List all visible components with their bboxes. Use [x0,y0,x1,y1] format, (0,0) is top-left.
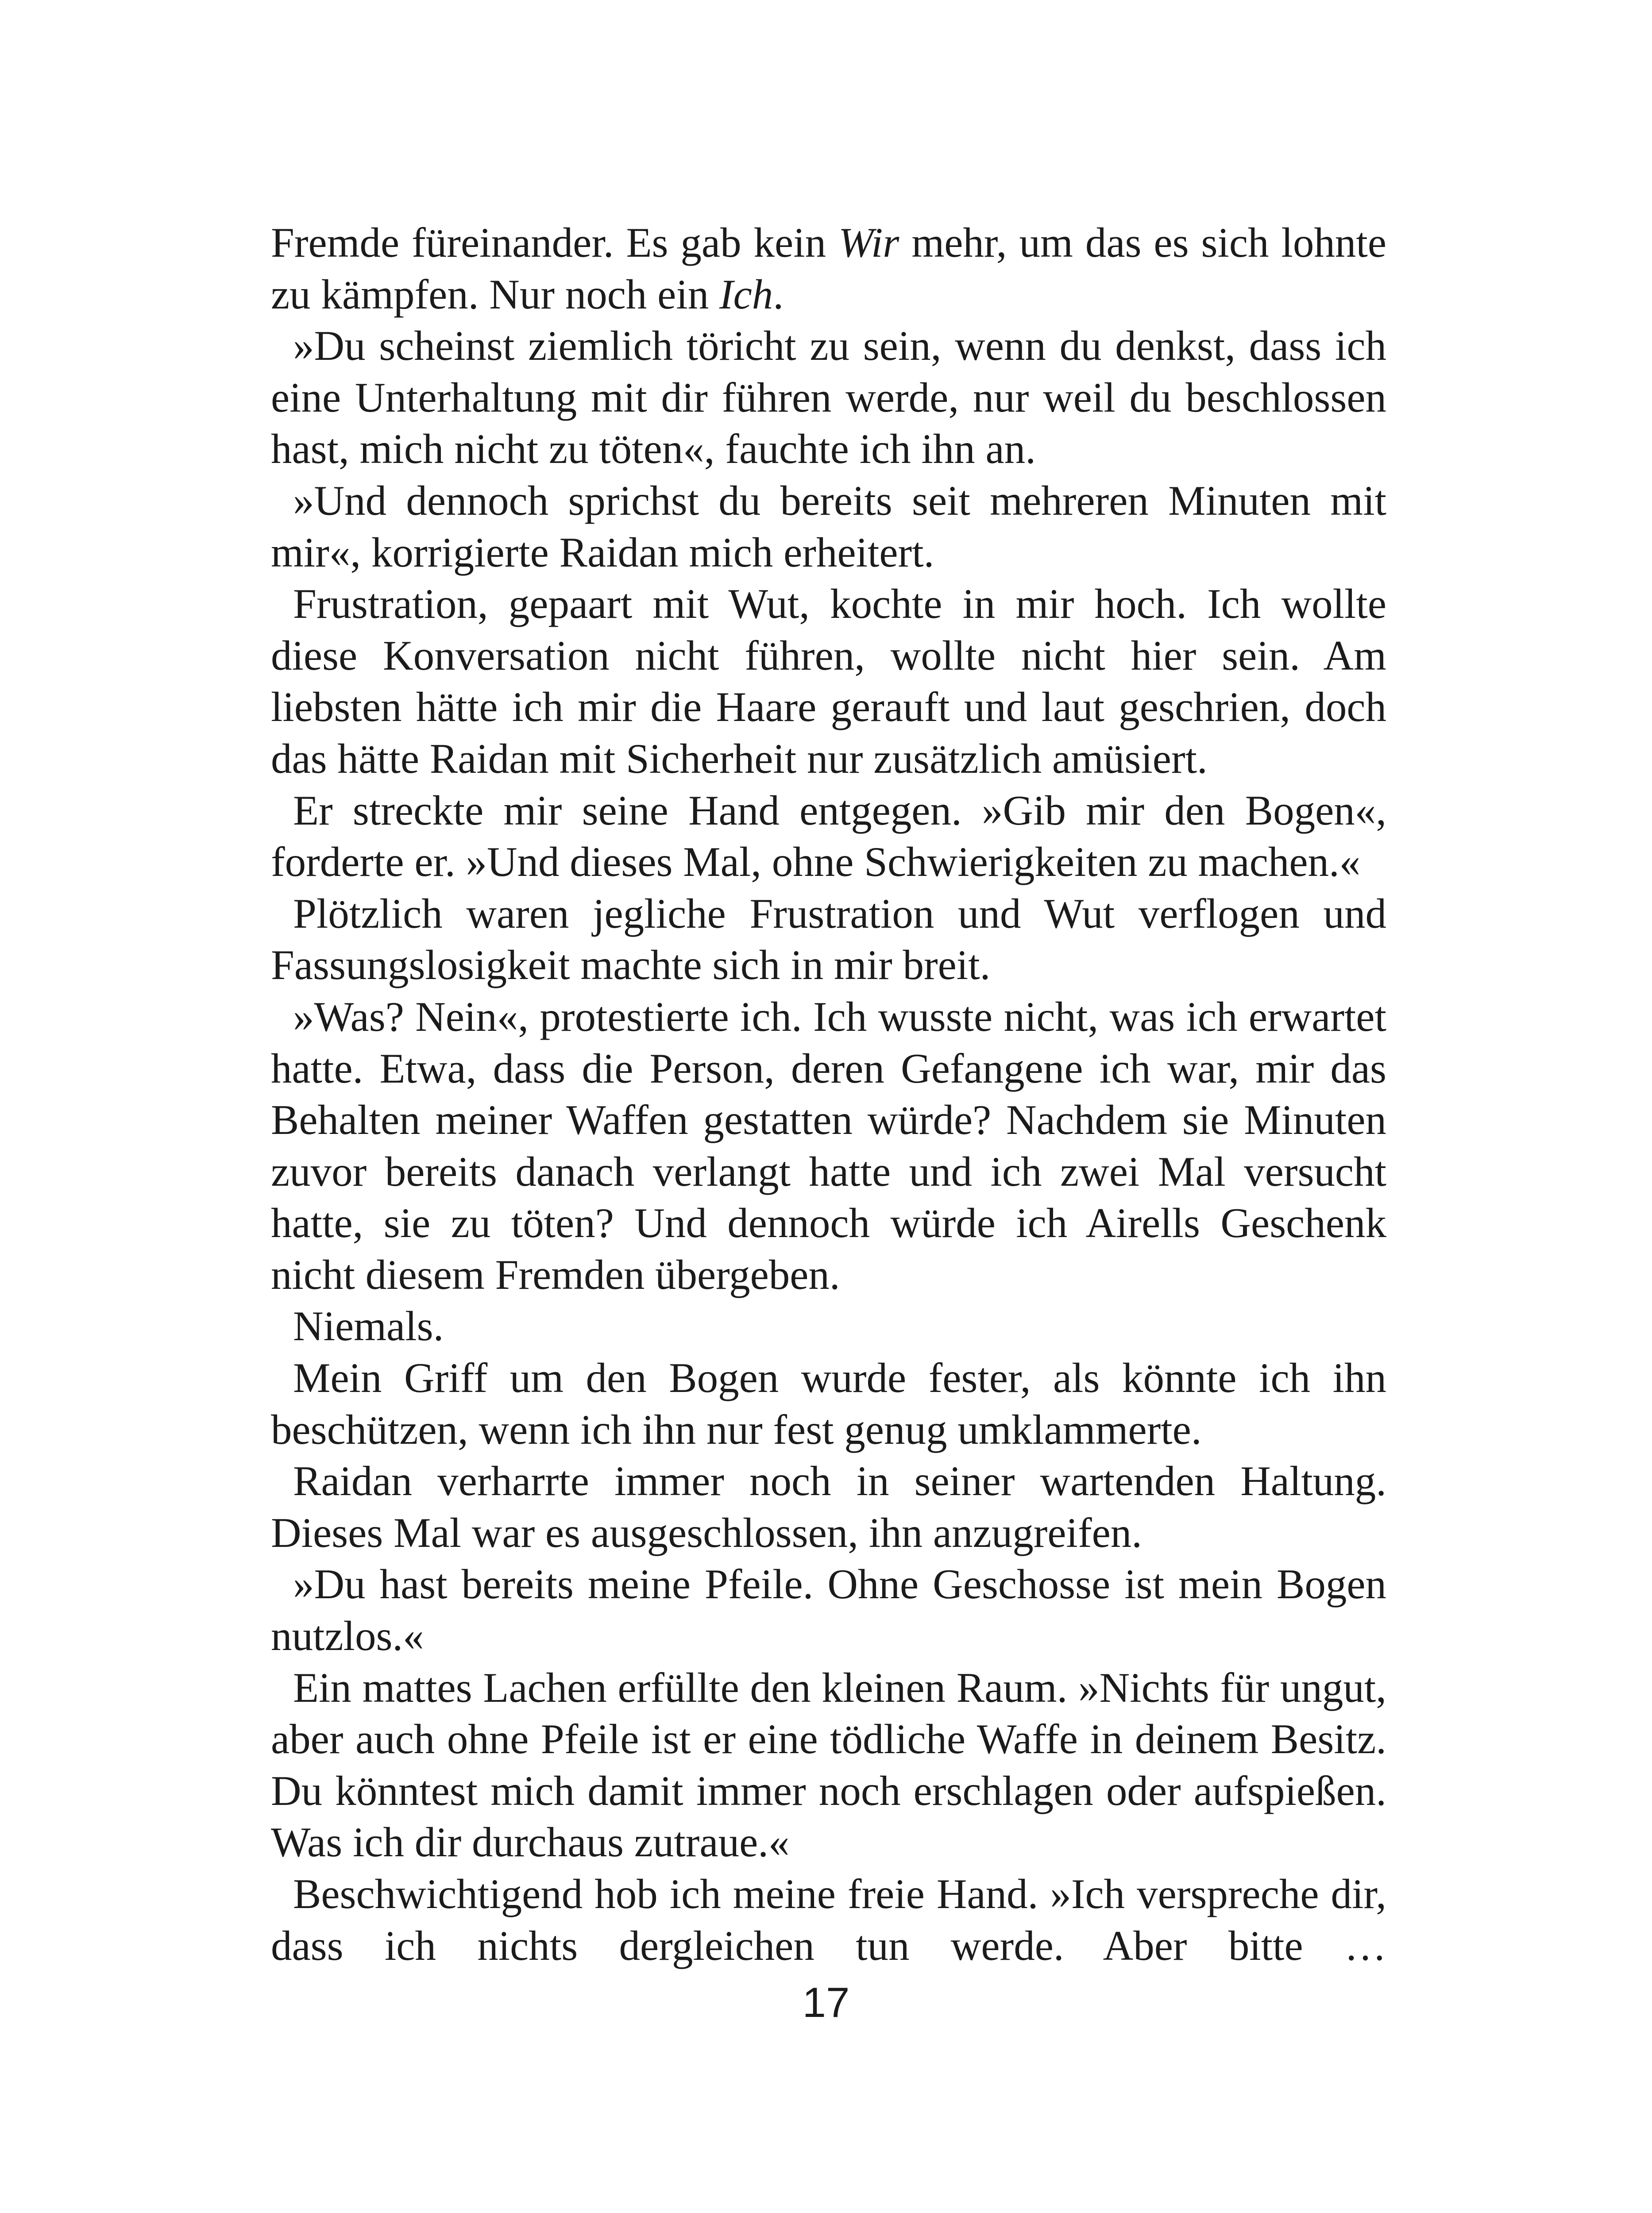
text-segment: Frustration, gepaart mit Wut, kochte in mir hoch. Ich wollte diese Konversation nicht führen, wollte nicht hier sein. Am liebsten hätte ich mir die Haare gerauft und laut geschrien, doch das hätte Raidan mit Sicherheit nur zusätzlich amüsiert. [271,580,1386,782]
paragraph [271,888,1386,991]
paragraph [271,1352,1386,1455]
paragraph [271,991,1386,1301]
text-segment: mehr, um das es sich lohnte zu kämpfen. Nur noch ein [271,219,1386,318]
text-segment: Raidan verharrte immer noch in seiner wartenden Haltung. Dieses Mal war es ausgeschlossen, ihn anzugreifen. [271,1457,1386,1556]
text-segment: Ein mattes Lachen erfüllte den kleinen Raum. »Nichts für ungut, aber auch ohne Pfeile ist er eine tödliche Waffe in deinem Besitz. Du könntest mich damit immer noch erschlagen oder aufspießen. Was ich dir durchaus zutraue.« [271,1664,1386,1866]
text-segment: »Du scheinst ziemlich töricht zu sein, wenn du denkst, dass ich eine Unterhaltung mit dir führen werde, nur weil du beschlossen hast, mich nicht zu töten«, fauchte ich ihn an. [271,322,1386,473]
text-segment: Er streckte mir seine Hand entgegen. »Gib mir den Bogen«, forderte er. »Und dieses Mal, ohne Schwierigkeiten zu machen.« [271,787,1386,886]
paragraph [271,1300,1386,1352]
body-text [271,217,1386,1971]
text-segment: Niemals. [293,1303,444,1350]
paragraph [271,578,1386,784]
text-segment: Beschwichtigend hob ich meine freie Hand. »Ich verspreche dir, dass ich nichts dergleichen tun werde. Aber bitte … [271,1870,1386,1969]
paragraph [271,475,1386,578]
text-segment: »Du hast bereits meine Pfeile. Ohne Geschosse ist mein Bogen nutzlos.« [271,1561,1386,1660]
paragraph [271,1455,1386,1558]
paragraph [271,1662,1386,1868]
page-number: 17 [802,1979,850,2026]
text-segment: Plötzlich waren jegliche Frustration und Wut verflogen und Fassungslosigkeit machte sich in mir breit. [271,890,1386,989]
text-segment: Fremde füreinander. Es gab kein [271,219,839,266]
text-segment: Mein Griff um den Bogen wurde fester, als könnte ich ihn beschützen, wenn ich ihn nur fest genug umklammerte. [271,1354,1386,1453]
italic-text: Ich [719,270,773,318]
paragraph [271,320,1386,475]
paragraph [271,785,1386,888]
text-segment: »Und dennoch sprichst du bereits seit mehreren Minuten mit mir«, korrigierte Raidan mich erheitert. [271,477,1386,576]
paragraph [271,217,1386,320]
italic-text: Wir [838,219,899,266]
text-segment: »Was? Nein«, protestierte ich. Ich wusste nicht, was ich erwartet hatte. Etwa, dass die Person, deren Gefangene ich war, mir das Behalten meiner Waffen gestatten würde? Nachdem sie Minuten zuvor bereits danach verlangt hatte und ich zwei Mal versucht hatte, sie zu töten? Und dennoch würde ich Airells Geschenk nicht diesem Fremden übergeben. [271,993,1386,1298]
paragraph [271,1558,1386,1662]
text-segment: . [773,270,784,318]
paragraph [271,1868,1386,1971]
